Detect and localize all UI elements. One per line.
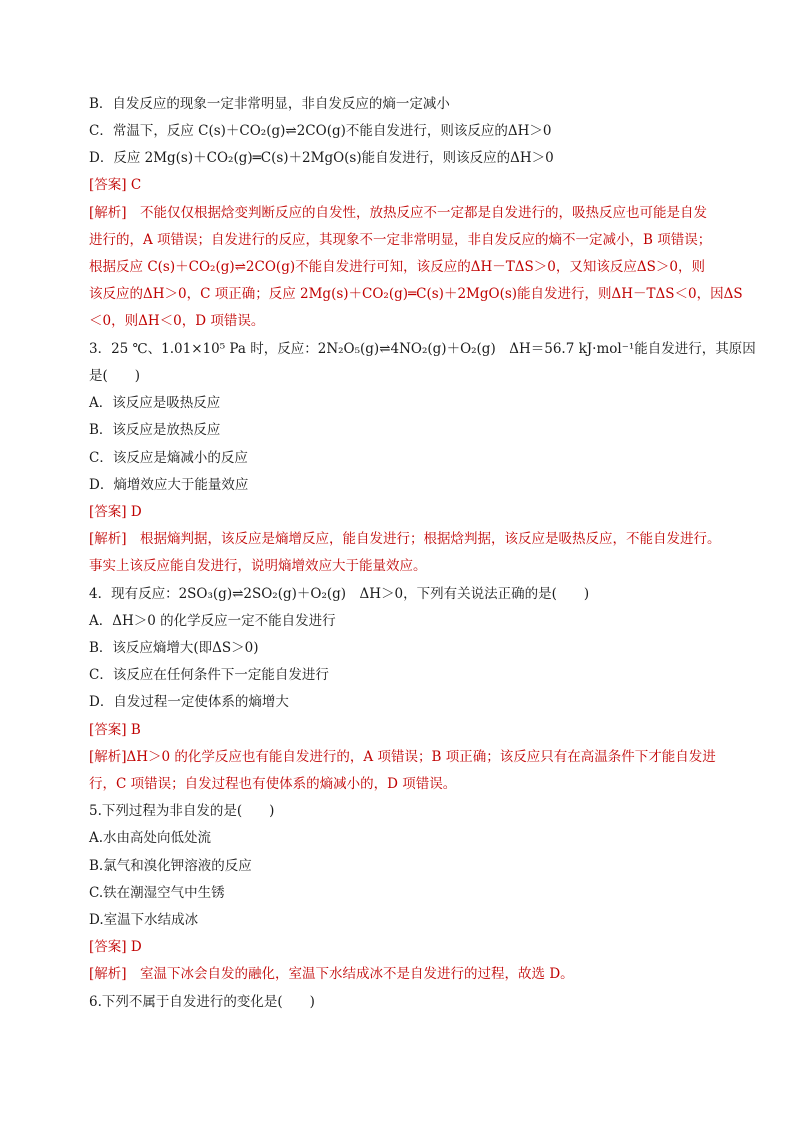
option-b-q4: B．该反应熵增大(即ΔS＞0) bbox=[89, 640, 259, 656]
analysis-q2-line3: 根据反应 C(s)＋CO₂(g)⇌2CO(g)不能自发进行可知，该反应的ΔH－TΔS＞0，又知该反应ΔS＞0，则 bbox=[89, 259, 705, 275]
option-c-q4: C．该反应在任何条件下一定能自发进行 bbox=[89, 667, 329, 683]
analysis-q3-line2: 事实上该反应能自发进行，说明熵增效应大于能量效应。 bbox=[89, 558, 427, 574]
option-c-q5: C.铁在潮湿空气中生锈 bbox=[89, 885, 225, 901]
option-d-q2: D．反应 2Mg(s)＋CO₂(g)═C(s)＋2MgO(s)能自发进行，则该反应的ΔH＞0 bbox=[89, 150, 554, 166]
option-b-q3: B．该反应是放热反应 bbox=[89, 422, 221, 438]
question-4-stem: 4．现有反应：2SO₃(g)⇌2SO₂(g)＋O₂(g) ΔH＞0，下列有关说法正确的是( ) bbox=[89, 586, 590, 602]
answer-q2: [答案] C bbox=[89, 177, 142, 193]
option-d-q3: D．熵增效应大于能量效应 bbox=[89, 477, 249, 493]
option-d-q5: D.室温下水结成冰 bbox=[89, 912, 199, 928]
question-3-stem-cont: 是( ) bbox=[89, 368, 141, 384]
analysis-q2-line2: 进行的，A 项错误；自发进行的反应，其现象不一定非常明显，非自发反应的熵不一定减小，B 项错误； bbox=[89, 232, 712, 248]
option-b-q2: B．自发反应的现象一定非常明显，非自发反应的熵一定减小 bbox=[89, 96, 450, 112]
question-5-stem: 5.下列过程为非自发的是( ) bbox=[89, 803, 275, 819]
analysis-q3-line1: [解析] 根据熵判据，该反应是熵增反应，能自发进行；根据焓判据，该反应是吸热反应，不能自发进行。 bbox=[89, 531, 721, 547]
question-3-stem: 3．25 ℃、1.01×10⁵ Pa 时，反应：2N₂O₅(g)⇌4NO₂(g)＋O₂(g) ΔH＝56.7 kJ·mol⁻¹能自发进行，其原因 bbox=[89, 341, 756, 357]
answer-q4: [答案] B bbox=[89, 722, 141, 738]
option-b-q5: B.氯气和溴化钾溶液的反应 bbox=[89, 858, 252, 874]
analysis-q2-line1: [解析] 不能仅仅根据焓变判断反应的自发性，放热反应不一定都是自发进行的，吸热反应也可能是自发 bbox=[89, 205, 708, 221]
option-a-q4: A．ΔH＞0 的化学反应一定不能自发进行 bbox=[89, 613, 336, 629]
analysis-q2-line5: ＜0，则ΔH＜0，D 项错误。 bbox=[89, 313, 265, 329]
answer-q5: [答案] D bbox=[89, 939, 142, 955]
analysis-q4-line2: 行，C 项错误；自发过程也有使体系的熵减小的，D 项错误。 bbox=[89, 776, 457, 792]
analysis-q4-line1: [解析]ΔH＞0 的化学反应也有能自发进行的，A 项错误；B 项正确；该反应只有在高温条件下才能自发进 bbox=[89, 749, 716, 765]
answer-q3: [答案] D bbox=[89, 504, 142, 520]
analysis-q5-line1: [解析] 室温下冰会自发的融化，室温下水结成冰不是自发进行的过程，故选 D。 bbox=[89, 966, 574, 982]
analysis-q2-line4: 该反应的ΔH＞0，C 项正确；反应 2Mg(s)＋CO₂(g)═C(s)＋2MgO(s)能自发进行，则ΔH－TΔS＜0，因ΔS bbox=[89, 286, 743, 302]
option-a-q3: A．该反应是吸热反应 bbox=[89, 395, 221, 411]
option-c-q3: C．该反应是熵减小的反应 bbox=[89, 450, 248, 466]
option-a-q5: A.水由高处向低处流 bbox=[89, 830, 212, 846]
option-d-q4: D．自发过程一定使体系的熵增大 bbox=[89, 694, 289, 710]
option-c-q2: C．常温下，反应 C(s)＋CO₂(g)⇌2CO(g)不能自发进行，则该反应的ΔH＞0 bbox=[89, 123, 552, 139]
question-6-stem: 6.下列不属于自发进行的变化是( ) bbox=[89, 994, 315, 1010]
